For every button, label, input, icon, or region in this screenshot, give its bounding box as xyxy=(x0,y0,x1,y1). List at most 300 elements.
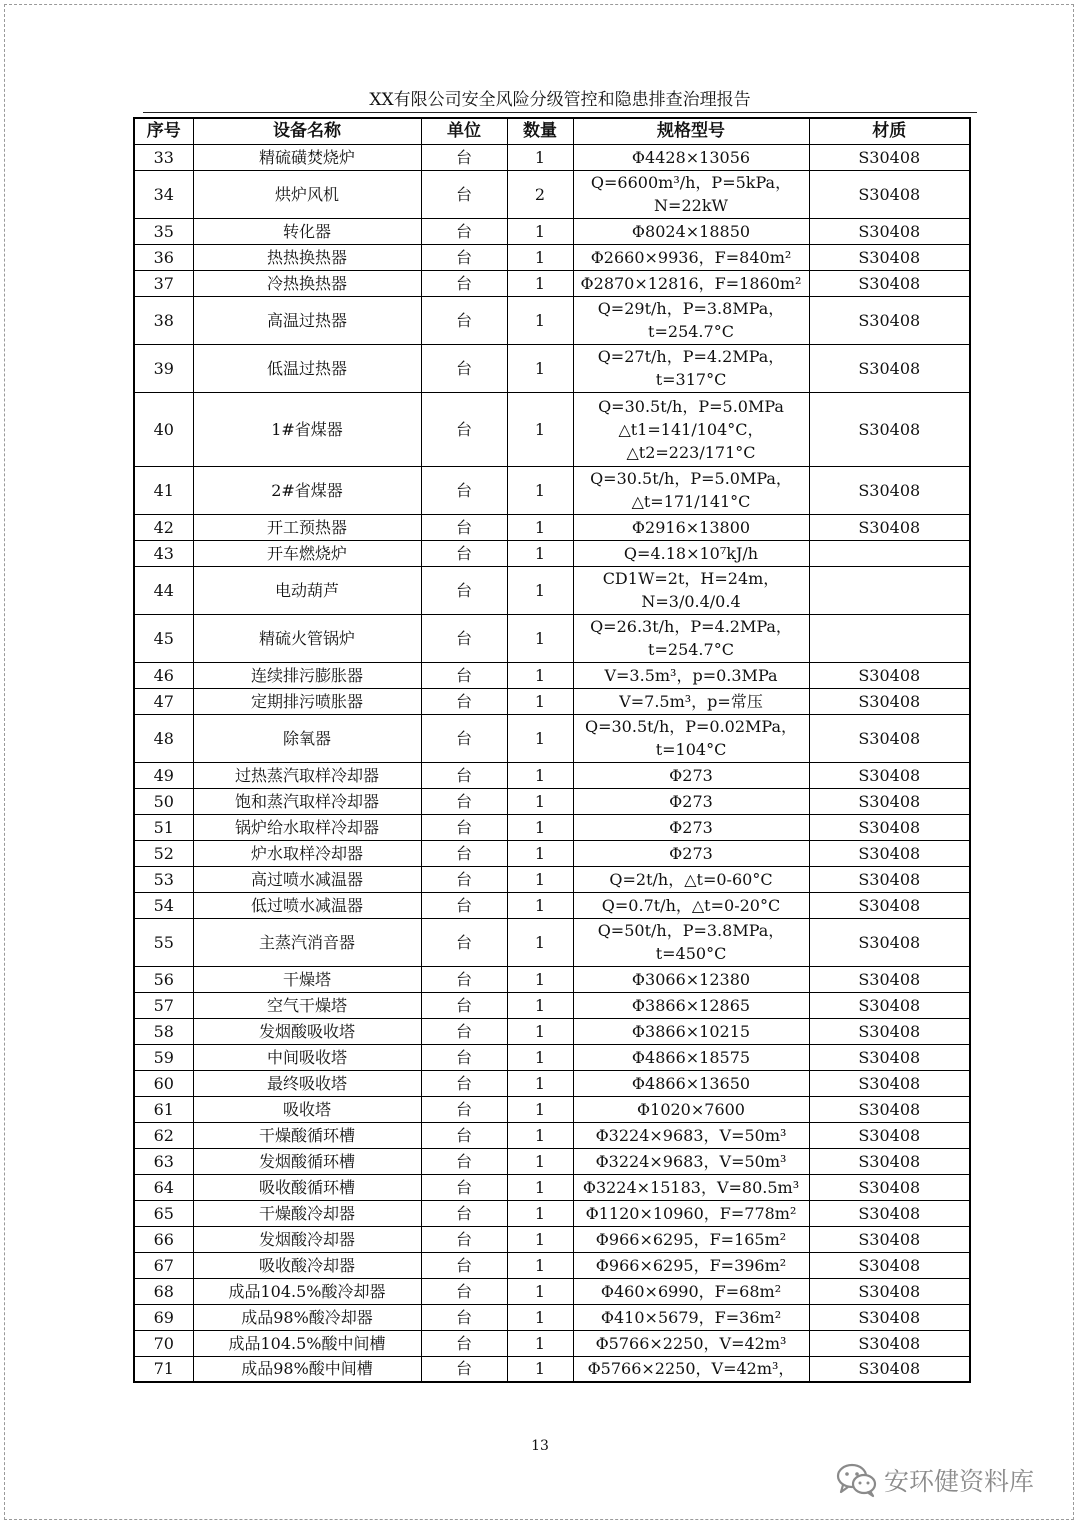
cell-qty: 1 xyxy=(507,814,573,840)
cell-no: 40 xyxy=(134,392,193,466)
table-row xyxy=(134,1070,970,1096)
table-row xyxy=(134,344,970,392)
cell-material: S30408 xyxy=(809,1226,970,1252)
cell-material: S30408 xyxy=(809,514,970,540)
cell-qty: 1 xyxy=(507,614,573,662)
table-row xyxy=(134,466,970,514)
cell-no: 51 xyxy=(134,814,193,840)
cell-material: S30408 xyxy=(809,1252,970,1278)
cell-material xyxy=(809,540,970,566)
cell-no: 45 xyxy=(134,614,193,662)
table-row xyxy=(134,762,970,788)
cell-spec xyxy=(573,662,809,688)
spec-line: Q=4.18×10⁷kJ/h xyxy=(623,543,759,563)
cell-spec xyxy=(573,1044,809,1070)
table-row xyxy=(134,1278,970,1304)
cell-material: S30408 xyxy=(809,170,970,218)
spec-line: Φ4866×18575 xyxy=(631,1047,751,1067)
cell-unit: 台 xyxy=(421,662,507,688)
spec-line: Q=27t/h，P=4.2MPa， xyxy=(597,347,785,366)
cell-qty: 1 xyxy=(507,1148,573,1174)
spec-line: Φ3224×9683，V=50m³ xyxy=(595,1125,787,1145)
spec-line: Φ3224×15183，V=80.5m³ xyxy=(582,1177,800,1197)
cell-material: S30408 xyxy=(809,466,970,514)
cell-spec xyxy=(573,566,809,614)
cell-material: S30408 xyxy=(809,714,970,762)
table-row xyxy=(134,514,970,540)
cell-qty: 1 xyxy=(507,1122,573,1148)
table-row xyxy=(134,1330,970,1356)
cell-unit: 台 xyxy=(421,1304,507,1330)
cell-material: S30408 xyxy=(809,788,970,814)
cell-qty: 1 xyxy=(507,662,573,688)
cell-spec xyxy=(573,1252,809,1278)
spec-line: Q=30.5t/h，P=5.0MPa， xyxy=(590,469,792,488)
cell-spec xyxy=(573,1278,809,1304)
cell-spec xyxy=(573,1304,809,1330)
spec-line: Φ966×6295，F=165m² xyxy=(595,1229,787,1249)
cell-spec xyxy=(573,918,809,966)
cell-material: S30408 xyxy=(809,270,970,296)
cell-spec xyxy=(573,1356,809,1382)
cell-name: 发烟酸循环槽 xyxy=(193,1148,421,1174)
cell-unit: 台 xyxy=(421,218,507,244)
cell-no: 49 xyxy=(134,762,193,788)
spec-line: t=254.7°C xyxy=(648,640,734,659)
cell-no: 61 xyxy=(134,1096,193,1122)
cell-name: 发烟酸冷却器 xyxy=(193,1226,421,1252)
spec-line: Φ273 xyxy=(669,765,713,785)
cell-unit: 台 xyxy=(421,1044,507,1070)
table-row xyxy=(134,614,970,662)
cell-qty: 1 xyxy=(507,540,573,566)
cell-name: 电动葫芦 xyxy=(193,566,421,614)
cell-name: 主蒸汽消音器 xyxy=(193,918,421,966)
spec-line: Φ4428×13056 xyxy=(631,147,751,167)
cell-material: S30408 xyxy=(809,392,970,466)
cell-qty: 1 xyxy=(507,918,573,966)
cell-name: 冷热换热器 xyxy=(193,270,421,296)
spec-line: N=22kW xyxy=(654,196,728,215)
table-body xyxy=(134,144,970,1382)
spec-line: △t2=223/171°C xyxy=(626,442,756,462)
cell-spec xyxy=(573,1122,809,1148)
cell-unit: 台 xyxy=(421,788,507,814)
cell-spec xyxy=(573,814,809,840)
table-row xyxy=(134,392,970,466)
cell-qty: 1 xyxy=(507,1200,573,1226)
cell-material: S30408 xyxy=(809,244,970,270)
cell-name: 精硫磺焚烧炉 xyxy=(193,144,421,170)
cell-spec xyxy=(573,1018,809,1044)
cell-qty: 1 xyxy=(507,1226,573,1252)
spec-line: Φ2660×9936，F=840m² xyxy=(590,247,792,267)
watermark-text: 安环健资料库 xyxy=(884,1467,1035,1496)
cell-no: 42 xyxy=(134,514,193,540)
table-row xyxy=(134,1174,970,1200)
table-row xyxy=(134,814,970,840)
cell-unit: 台 xyxy=(421,918,507,966)
table-row xyxy=(134,992,970,1018)
cell-no: 55 xyxy=(134,918,193,966)
cell-name: 吸收酸冷却器 xyxy=(193,1252,421,1278)
spec-line: V=3.5m³，p=0.3MPa xyxy=(604,665,778,685)
cell-name: 热热换热器 xyxy=(193,244,421,270)
cell-qty: 1 xyxy=(507,762,573,788)
cell-name: 开车燃烧炉 xyxy=(193,540,421,566)
cell-qty: 2 xyxy=(507,170,573,218)
cell-name: 成品98%酸冷却器 xyxy=(193,1304,421,1330)
table-row xyxy=(134,966,970,992)
cell-no: 50 xyxy=(134,788,193,814)
table-row xyxy=(134,1044,970,1070)
cell-name: 最终吸收塔 xyxy=(193,1070,421,1096)
column-header-spec: 规格型号 xyxy=(573,118,809,144)
spec-line: Q=6600m³/h，P=5kPa， xyxy=(590,173,792,192)
cell-spec xyxy=(573,170,809,218)
cell-name: 烘炉风机 xyxy=(193,170,421,218)
cell-name: 成品104.5%酸中间槽 xyxy=(193,1330,421,1356)
table-row xyxy=(134,1200,970,1226)
spec-line: Φ4866×13650 xyxy=(631,1073,751,1093)
table-row xyxy=(134,892,970,918)
cell-spec xyxy=(573,614,809,662)
cell-no: 67 xyxy=(134,1252,193,1278)
cell-no: 48 xyxy=(134,714,193,762)
spec-line: △t1=141/104°C， xyxy=(618,419,764,439)
cell-no: 35 xyxy=(134,218,193,244)
spec-line: △t=171/141°C xyxy=(631,492,751,511)
spec-line: Q=30.5t/h，P=0.02MPa， xyxy=(584,717,798,736)
cell-unit: 台 xyxy=(421,1018,507,1044)
watermark xyxy=(836,1460,1034,1500)
table-row xyxy=(134,840,970,866)
cell-spec xyxy=(573,840,809,866)
cell-name: 干燥酸冷却器 xyxy=(193,1200,421,1226)
table-row xyxy=(134,788,970,814)
cell-material: S30408 xyxy=(809,1330,970,1356)
cell-spec xyxy=(573,344,809,392)
table-row xyxy=(134,1122,970,1148)
table-row xyxy=(134,918,970,966)
equipment-table xyxy=(133,117,971,1383)
table-row xyxy=(134,540,970,566)
cell-name: 1#省煤器 xyxy=(193,392,421,466)
spec-line: Φ410×5679，F=36m² xyxy=(600,1307,782,1327)
cell-unit: 台 xyxy=(421,1278,507,1304)
cell-name: 饱和蒸汽取样冷却器 xyxy=(193,788,421,814)
cell-qty: 1 xyxy=(507,966,573,992)
cell-material: S30408 xyxy=(809,892,970,918)
spec-line: Q=2t/h，△t=0-60°C xyxy=(609,869,773,889)
cell-no: 71 xyxy=(134,1356,193,1382)
cell-qty: 1 xyxy=(507,714,573,762)
spec-line: t=450°C xyxy=(655,944,727,963)
cell-name: 中间吸收塔 xyxy=(193,1044,421,1070)
cell-no: 54 xyxy=(134,892,193,918)
spec-line: Φ3866×10215 xyxy=(631,1021,751,1041)
cell-unit: 台 xyxy=(421,1330,507,1356)
cell-unit: 台 xyxy=(421,1356,507,1382)
spec-line: Q=30.5t/h，P=5.0MPa xyxy=(598,396,784,416)
spec-line: t=104°C xyxy=(655,740,727,759)
cell-name: 高过喷水减温器 xyxy=(193,866,421,892)
cell-unit: 台 xyxy=(421,296,507,344)
cell-unit: 台 xyxy=(421,1148,507,1174)
cell-no: 70 xyxy=(134,1330,193,1356)
cell-qty: 1 xyxy=(507,344,573,392)
spec-line: Φ966×6295，F=396m² xyxy=(595,1255,787,1275)
document-header: XX有限公司安全风险分级管控和隐患排查治理报告 xyxy=(143,90,977,113)
table-row xyxy=(134,866,970,892)
cell-material: S30408 xyxy=(809,866,970,892)
cell-qty: 1 xyxy=(507,1330,573,1356)
cell-qty: 1 xyxy=(507,1174,573,1200)
cell-name: 2#省煤器 xyxy=(193,466,421,514)
cell-no: 43 xyxy=(134,540,193,566)
cell-qty: 1 xyxy=(507,392,573,466)
spec-line: N=3/0.4/0.4 xyxy=(641,592,741,611)
cell-no: 68 xyxy=(134,1278,193,1304)
spec-line: Q=50t/h，P=3.8MPa， xyxy=(597,921,785,940)
spec-line: Q=29t/h，P=3.8MPa， xyxy=(597,299,785,318)
cell-no: 53 xyxy=(134,866,193,892)
column-header-name: 设备名称 xyxy=(193,118,421,144)
cell-name: 精硫火管锅炉 xyxy=(193,614,421,662)
column-header-material: 材质 xyxy=(809,118,970,144)
cell-spec xyxy=(573,540,809,566)
cell-qty: 1 xyxy=(507,566,573,614)
cell-name: 吸收塔 xyxy=(193,1096,421,1122)
spec-line: Φ3866×12865 xyxy=(631,995,751,1015)
cell-unit: 台 xyxy=(421,866,507,892)
cell-no: 59 xyxy=(134,1044,193,1070)
cell-unit: 台 xyxy=(421,762,507,788)
cell-material: S30408 xyxy=(809,1096,970,1122)
table-row xyxy=(134,296,970,344)
cell-spec xyxy=(573,1330,809,1356)
cell-material: S30408 xyxy=(809,296,970,344)
cell-spec xyxy=(573,1096,809,1122)
cell-unit: 台 xyxy=(421,1174,507,1200)
cell-spec xyxy=(573,1148,809,1174)
column-header-qty: 数量 xyxy=(507,118,573,144)
cell-no: 41 xyxy=(134,466,193,514)
cell-spec xyxy=(573,714,809,762)
cell-qty: 1 xyxy=(507,144,573,170)
cell-unit: 台 xyxy=(421,170,507,218)
cell-material: S30408 xyxy=(809,1044,970,1070)
cell-unit: 台 xyxy=(421,1122,507,1148)
cell-no: 62 xyxy=(134,1122,193,1148)
spec-line: t=317°C xyxy=(655,370,727,389)
cell-qty: 1 xyxy=(507,514,573,540)
cell-qty: 1 xyxy=(507,244,573,270)
cell-unit: 台 xyxy=(421,1226,507,1252)
cell-material: S30408 xyxy=(809,1278,970,1304)
cell-qty: 1 xyxy=(507,1278,573,1304)
cell-material: S30408 xyxy=(809,992,970,1018)
table-row xyxy=(134,1096,970,1122)
cell-qty: 1 xyxy=(507,1096,573,1122)
spec-line: Φ1120×10960，F=778m² xyxy=(585,1203,797,1223)
cell-name: 成品104.5%酸冷却器 xyxy=(193,1278,421,1304)
cell-name: 定期排污喷胀器 xyxy=(193,688,421,714)
table-row xyxy=(134,688,970,714)
spec-line: Φ5766×2250，V=42m³， xyxy=(587,1359,795,1379)
spec-line: Φ273 xyxy=(669,843,713,863)
cell-material: S30408 xyxy=(809,840,970,866)
cell-qty: 1 xyxy=(507,1018,573,1044)
cell-spec xyxy=(573,788,809,814)
cell-material: S30408 xyxy=(809,1122,970,1148)
column-header-unit: 单位 xyxy=(421,118,507,144)
cell-qty: 1 xyxy=(507,688,573,714)
cell-no: 39 xyxy=(134,344,193,392)
cell-qty: 1 xyxy=(507,1304,573,1330)
cell-no: 33 xyxy=(134,144,193,170)
cell-name: 低过喷水减温器 xyxy=(193,892,421,918)
cell-material: S30408 xyxy=(809,218,970,244)
cell-material: S30408 xyxy=(809,144,970,170)
cell-unit: 台 xyxy=(421,344,507,392)
cell-spec xyxy=(573,296,809,344)
cell-spec xyxy=(573,514,809,540)
table-row xyxy=(134,662,970,688)
spec-line: Φ5766×2250，V=42m³ xyxy=(595,1333,787,1353)
cell-no: 63 xyxy=(134,1148,193,1174)
cell-spec xyxy=(573,892,809,918)
cell-name: 干燥塔 xyxy=(193,966,421,992)
cell-name: 炉水取样冷却器 xyxy=(193,840,421,866)
cell-name: 发烟酸吸收塔 xyxy=(193,1018,421,1044)
cell-unit: 台 xyxy=(421,892,507,918)
cell-qty: 1 xyxy=(507,296,573,344)
spec-line: Φ460×6990，F=68m² xyxy=(600,1281,782,1301)
table-row xyxy=(134,1226,970,1252)
page-number: 13 xyxy=(531,1438,549,1454)
cell-no: 56 xyxy=(134,966,193,992)
cell-no: 69 xyxy=(134,1304,193,1330)
cell-material: S30408 xyxy=(809,1148,970,1174)
cell-qty: 1 xyxy=(507,1252,573,1278)
cell-material xyxy=(809,566,970,614)
cell-qty: 1 xyxy=(507,1070,573,1096)
cell-name: 连续排污膨胀器 xyxy=(193,662,421,688)
table-row xyxy=(134,1018,970,1044)
cell-qty: 1 xyxy=(507,270,573,296)
cell-spec xyxy=(573,762,809,788)
cell-unit: 台 xyxy=(421,840,507,866)
table-row xyxy=(134,566,970,614)
cell-no: 52 xyxy=(134,840,193,866)
spec-line: Φ1020×7600 xyxy=(637,1099,745,1119)
cell-no: 44 xyxy=(134,566,193,614)
cell-name: 转化器 xyxy=(193,218,421,244)
cell-no: 66 xyxy=(134,1226,193,1252)
cell-no: 65 xyxy=(134,1200,193,1226)
spec-line: Φ3066×12380 xyxy=(631,969,751,989)
table-row xyxy=(134,218,970,244)
spec-line: Φ3224×9683，V=50m³ xyxy=(595,1151,787,1171)
cell-name: 空气干燥塔 xyxy=(193,992,421,1018)
cell-qty: 1 xyxy=(507,218,573,244)
cell-qty: 1 xyxy=(507,892,573,918)
cell-unit: 台 xyxy=(421,966,507,992)
cell-spec xyxy=(573,244,809,270)
cell-spec xyxy=(573,1174,809,1200)
cell-spec xyxy=(573,392,809,466)
cell-material: S30408 xyxy=(809,662,970,688)
table-row xyxy=(134,1252,970,1278)
cell-name: 开工预热器 xyxy=(193,514,421,540)
cell-no: 64 xyxy=(134,1174,193,1200)
table-row xyxy=(134,714,970,762)
spec-line: Φ2916×13800 xyxy=(631,517,751,537)
cell-material xyxy=(809,614,970,662)
cell-material: S30408 xyxy=(809,966,970,992)
cell-qty: 1 xyxy=(507,840,573,866)
spec-line: V=7.5m³，p=常压 xyxy=(619,691,763,711)
cell-name: 高温过热器 xyxy=(193,296,421,344)
cell-material: S30408 xyxy=(809,1174,970,1200)
cell-spec xyxy=(573,144,809,170)
cell-unit: 台 xyxy=(421,540,507,566)
cell-spec xyxy=(573,218,809,244)
cell-no: 58 xyxy=(134,1018,193,1044)
cell-unit: 台 xyxy=(421,466,507,514)
table-header-row xyxy=(134,118,970,144)
cell-material: S30408 xyxy=(809,918,970,966)
cell-name: 过热蒸汽取样冷却器 xyxy=(193,762,421,788)
table-row xyxy=(134,1356,970,1382)
cell-material: S30408 xyxy=(809,1200,970,1226)
spec-line: t=254.7°C xyxy=(648,322,734,341)
cell-name: 锅炉给水取样冷却器 xyxy=(193,814,421,840)
cell-unit: 台 xyxy=(421,270,507,296)
cell-material: S30408 xyxy=(809,1070,970,1096)
cell-no: 38 xyxy=(134,296,193,344)
cell-unit: 台 xyxy=(421,992,507,1018)
cell-unit: 台 xyxy=(421,814,507,840)
cell-spec xyxy=(573,1226,809,1252)
cell-unit: 台 xyxy=(421,1252,507,1278)
cell-unit: 台 xyxy=(421,1096,507,1122)
spec-line: Φ8024×18850 xyxy=(631,221,751,241)
table-row xyxy=(134,1148,970,1174)
cell-spec xyxy=(573,866,809,892)
cell-unit: 台 xyxy=(421,1070,507,1096)
cell-name: 除氧器 xyxy=(193,714,421,762)
spec-line: Q=0.7t/h，△t=0-20°C xyxy=(601,895,781,915)
spec-line: Φ273 xyxy=(669,791,713,811)
spec-line: Φ2870×12816，F=1860m² xyxy=(580,273,802,293)
cell-no: 47 xyxy=(134,688,193,714)
table-row xyxy=(134,170,970,218)
spec-line: CD1W=2t，H=24m， xyxy=(602,569,780,588)
cell-spec xyxy=(573,966,809,992)
cell-qty: 1 xyxy=(507,866,573,892)
cell-qty: 1 xyxy=(507,992,573,1018)
cell-spec xyxy=(573,270,809,296)
cell-qty: 1 xyxy=(507,788,573,814)
cell-qty: 1 xyxy=(507,1044,573,1070)
cell-no: 37 xyxy=(134,270,193,296)
cell-unit: 台 xyxy=(421,688,507,714)
cell-qty: 1 xyxy=(507,1356,573,1382)
cell-no: 36 xyxy=(134,244,193,270)
cell-unit: 台 xyxy=(421,392,507,466)
